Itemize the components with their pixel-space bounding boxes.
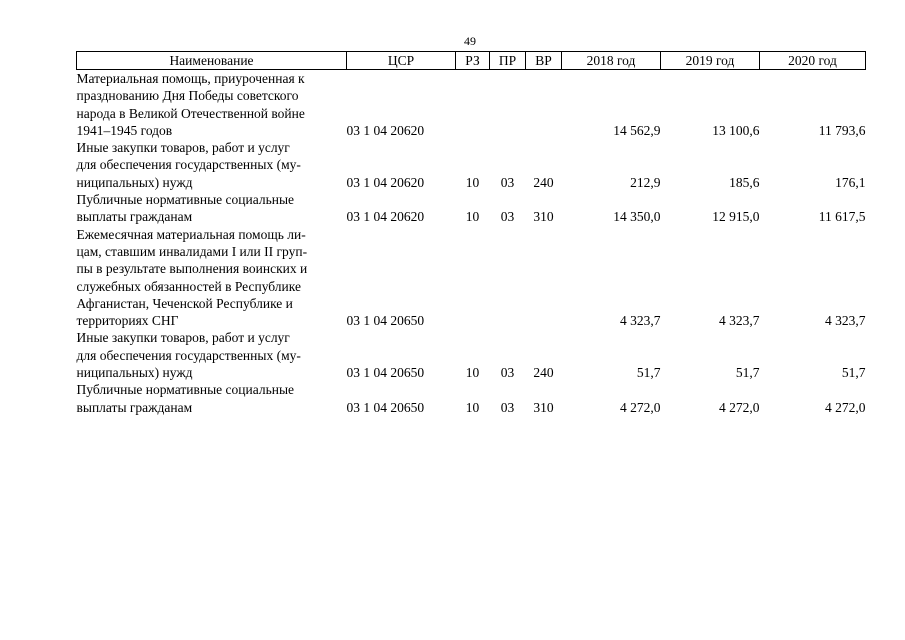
cell-2018: 14 350,0 — [613, 209, 661, 225]
name-line: Иные закупки товаров, работ и услуг — [76, 330, 290, 346]
name-line: ниципальных) нужд — [76, 174, 193, 190]
cell-2019: 4 272,0 — [719, 399, 760, 415]
table-row — [77, 329, 866, 381]
cell-pr: 03 — [500, 365, 515, 381]
name-line: народа в Великой Отечественной войне — [76, 105, 305, 121]
cell-vr: 240 — [533, 174, 554, 190]
name-line: для обеспечения государственных (му- — [76, 157, 301, 173]
cell-name — [77, 381, 347, 416]
name-line: Публичные нормативные социальные — [76, 192, 295, 208]
cell-2019: 13 100,6 — [712, 122, 760, 138]
cell-2019: 185,6 — [729, 174, 760, 190]
cell-name — [77, 226, 347, 330]
table-row — [77, 139, 866, 191]
cell-2018: 14 562,9 — [613, 122, 661, 138]
col-header-2018: 2018 год — [562, 52, 661, 70]
table-row — [77, 191, 866, 226]
cell-rz: 10 — [465, 174, 480, 190]
cell-csr: 03 1 04 20650 — [346, 399, 425, 415]
name-line: выплаты гражданам — [76, 209, 193, 225]
col-header-2019: 2019 год — [661, 52, 760, 70]
cell-2018: 51,7 — [636, 365, 661, 381]
table-body — [77, 70, 866, 416]
header-row — [77, 52, 866, 70]
name-line: Материальная помощь, приуроченная к — [76, 71, 305, 86]
cell-2020: 11 617,5 — [818, 209, 866, 225]
cell-2020: 4 323,7 — [825, 313, 866, 329]
cell-rz: 10 — [465, 365, 480, 381]
col-header-name: Наименование — [77, 52, 347, 70]
cell-pr: 03 — [500, 174, 515, 190]
cell-2019: 4 323,7 — [719, 313, 760, 329]
cell-pr — [490, 70, 526, 140]
cell-rz — [456, 70, 490, 140]
cell-vr: 310 — [533, 399, 554, 415]
cell-csr: 03 1 04 20620 — [346, 122, 425, 138]
name-line: 1941–1945 годов — [76, 122, 173, 138]
cell-pr — [490, 226, 526, 330]
name-line: территориях СНГ — [76, 313, 179, 329]
cell-2020: 51,7 — [841, 365, 866, 381]
col-header-csr: ЦСР — [347, 52, 456, 70]
cell-rz: 10 — [465, 399, 480, 415]
cell-vr — [526, 70, 562, 140]
name-line: выплаты гражданам — [76, 399, 193, 415]
cell-name — [77, 329, 347, 381]
page-number: 49 — [464, 34, 476, 48]
budget-table — [76, 51, 866, 416]
cell-rz: 10 — [465, 209, 480, 225]
cell-2018: 4 323,7 — [620, 313, 661, 329]
cell-2018: 4 272,0 — [620, 399, 661, 415]
name-line: служебных обязанностей в Республике — [76, 278, 301, 294]
name-line: цам, ставшим инвалидами I или II груп- — [76, 243, 308, 259]
cell-name — [77, 70, 347, 140]
cell-rz — [456, 226, 490, 330]
cell-2020: 176,1 — [835, 174, 866, 190]
cell-pr: 03 — [500, 209, 515, 225]
name-line: Публичные нормативные социальные — [76, 382, 295, 398]
name-line: Иные закупки товаров, работ и услуг — [76, 140, 290, 156]
table-row — [77, 226, 866, 330]
cell-name — [77, 139, 347, 191]
table-row — [77, 70, 866, 140]
cell-name — [77, 191, 347, 226]
name-line: празднованию Дня Победы советского — [76, 88, 299, 104]
cell-csr: 03 1 04 20620 — [346, 209, 425, 225]
cell-2019: 12 915,0 — [712, 209, 760, 225]
cell-csr: 03 1 04 20650 — [346, 365, 425, 381]
name-line: Афганистан, Чеченской Республике и — [76, 295, 293, 311]
table-row — [77, 381, 866, 416]
cell-vr: 240 — [533, 365, 554, 381]
col-header-2020: 2020 год — [760, 52, 866, 70]
col-header-vr: ВР — [526, 52, 562, 70]
col-header-pr: ПР — [490, 52, 526, 70]
name-line: для обеспечения государственных (му- — [76, 347, 301, 363]
cell-2018: 212,9 — [630, 174, 661, 190]
cell-vr — [526, 226, 562, 330]
cell-2020: 11 793,6 — [818, 122, 866, 138]
cell-2020: 4 272,0 — [825, 399, 866, 415]
col-header-rz: РЗ — [456, 52, 490, 70]
cell-csr: 03 1 04 20650 — [346, 313, 425, 329]
cell-vr: 310 — [533, 209, 554, 225]
cell-csr: 03 1 04 20620 — [346, 174, 425, 190]
name-line: ниципальных) нужд — [76, 365, 193, 381]
cell-pr: 03 — [500, 399, 515, 415]
cell-2019: 51,7 — [735, 365, 760, 381]
name-line: пы в результате выполнения воинских и — [76, 261, 308, 277]
name-line: Ежемесячная материальная помощь ли- — [76, 226, 306, 242]
